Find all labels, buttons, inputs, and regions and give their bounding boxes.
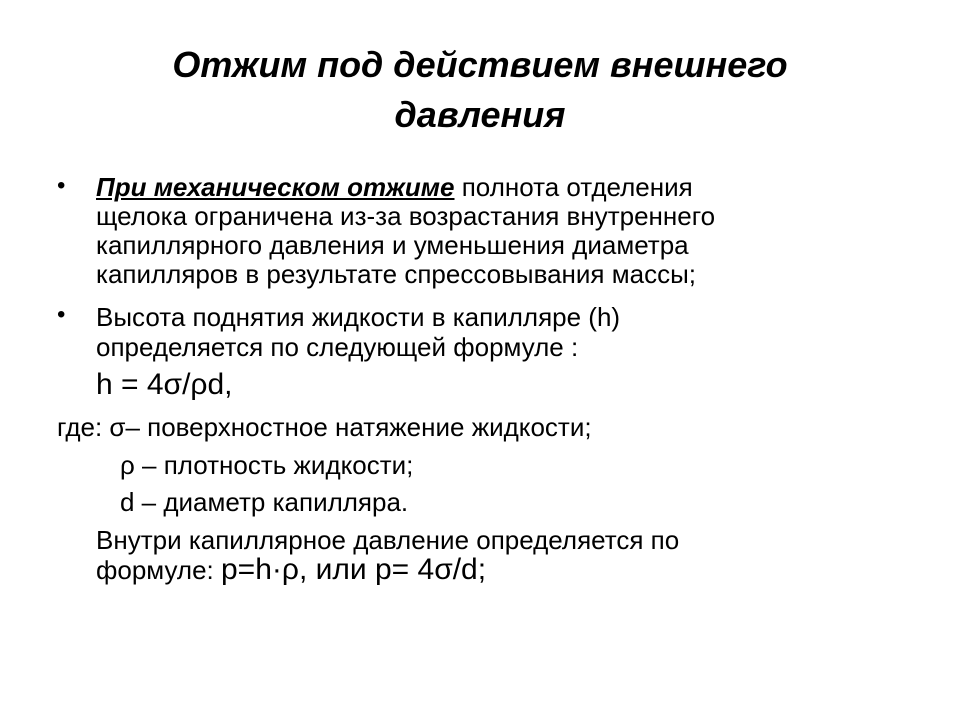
bullet-1-line-4: капилляров в результате спрессовывания массы;: [96, 259, 696, 289]
slide-title-line-1: Отжим под действием внешнего: [172, 44, 788, 85]
slide-title-line-2: давления: [394, 94, 566, 135]
capillary-height-formula: h = 4σ/ρd,: [96, 368, 233, 401]
bullet-1-emphasis: При механическом отжиме: [96, 172, 455, 202]
bullet-1-line-1: [96, 173, 693, 201]
legend-rho: ρ – плотность жидкости;: [120, 450, 414, 480]
bullet-2-line-1: Высота поднятия жидкости в капилляре (h): [96, 302, 621, 332]
closing-line-2: [96, 553, 487, 586]
legend-sigma: где: σ– поверхностное натяжение жидкости;: [57, 412, 592, 442]
capillary-pressure-formula: p=h·ρ, или p= 4σ/d;: [221, 553, 487, 586]
bullet-2-line-2: определяется по следующей формуле :: [96, 332, 579, 362]
closing-line-1: Внутри капиллярное давление определяется по: [96, 525, 680, 555]
bullet-1-line-1-rest: полнота отделения: [454, 172, 693, 202]
bullet-2-dot: •: [57, 301, 66, 328]
legend-d: d – диаметр капилляра.: [120, 487, 409, 517]
bullet-1-line-3: капиллярного давления и уменьшения диаметра: [96, 230, 689, 260]
slide-title: [80, 40, 880, 140]
bullet-1-line-2: щелока ограничена из-за возрастания внутреннего: [96, 201, 716, 231]
bullet-1-dot: •: [57, 172, 66, 199]
closing-prefix: формуле:: [96, 555, 221, 585]
